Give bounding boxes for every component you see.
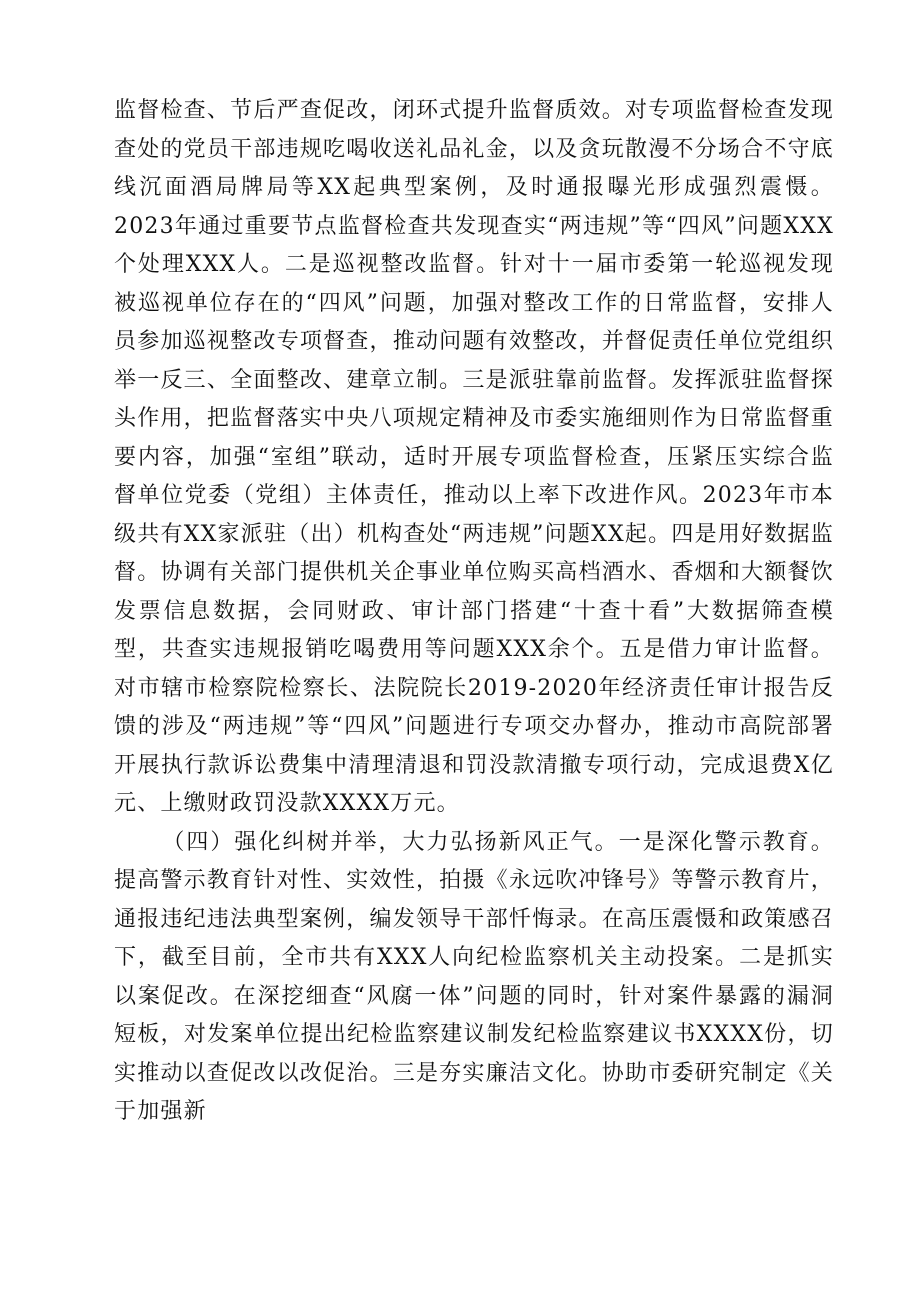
paragraph-continued: 监督检查、节后严查促改，闭环式提升监督质效。对专项监督检查发现查处的党员干部违规吃喝收送礼品礼金，以及贪玩散漫不分场合不守底线沉面酒局牌局等XX起典型案例，及时通报曝光形成强烈震慑。2023年通过重要节点监督检查共发现查实“两违规”等“四风”问题XXX个处理XXX人。二是巡视整改监督。针对十一届市委第一轮巡视发现被巡视单位存在的“四风”问题，加强对整改工作的日常监督，安排人员参加巡视整改专项督查，推动问题有效整改，并督促责任单位党组织举一反三、全面整改、建章立制。三是派驻靠前监督。发挥派驻监督探头作用，把监督落实中央八项规定精神及市委实施细则作为日常监督重要内容，加强“室组”联动，适时开展专项监督检查，压紧压实综合监督单位党委（党组）主体责任，推动以上率下改进作风。2023年市本级共有XX家派驻（出）机构查处“两违规”问题XX起。四是用好数据监督。协调有关部门提供机关企事业单位购买高档酒水、香烟和大额餐饮发票信息数据，会同财政、审计部门搭建“十查十看”大数据筛查模型，共查实违规报销吃喝费用等问题XXX余个。五是借力审计监督。对市辖市检察院检察长、法院院长2019-2020年经济责任审计报告反馈的涉及“两违规”等“四风”问题进行专项交办督办，推动市高院部署开展执行款诉讼费集中清理清退和罚没款清撤专项行动，完成退费X亿元、上缴财政罚没款XXXX万元。	[114, 98, 834, 816]
document-body	[114, 92, 834, 1132]
paragraph-section-four: （四）强化纠树并举，大力弘扬新风正气。一是深化警示教育。提高警示教育针对性、实效性，拍摄《永远吹冲锋号》等警示教育片，通报违纪违法典型案例，编发领导干部忏悔录。在高压震慑和政策感召下，截至目前，全市共有XXX人向纪检监察机关主动投案。二是抓实以案促改。在深挖细查“风腐一体”问题的同时，针对案件暴露的漏洞短板，对发案单位提出纪检监察建议制发纪检监察建议书XXXX份，切实推动以查促改以改促治。三是夯实廉洁文化。协助市委研究制定《关于加强新	[114, 829, 834, 1124]
